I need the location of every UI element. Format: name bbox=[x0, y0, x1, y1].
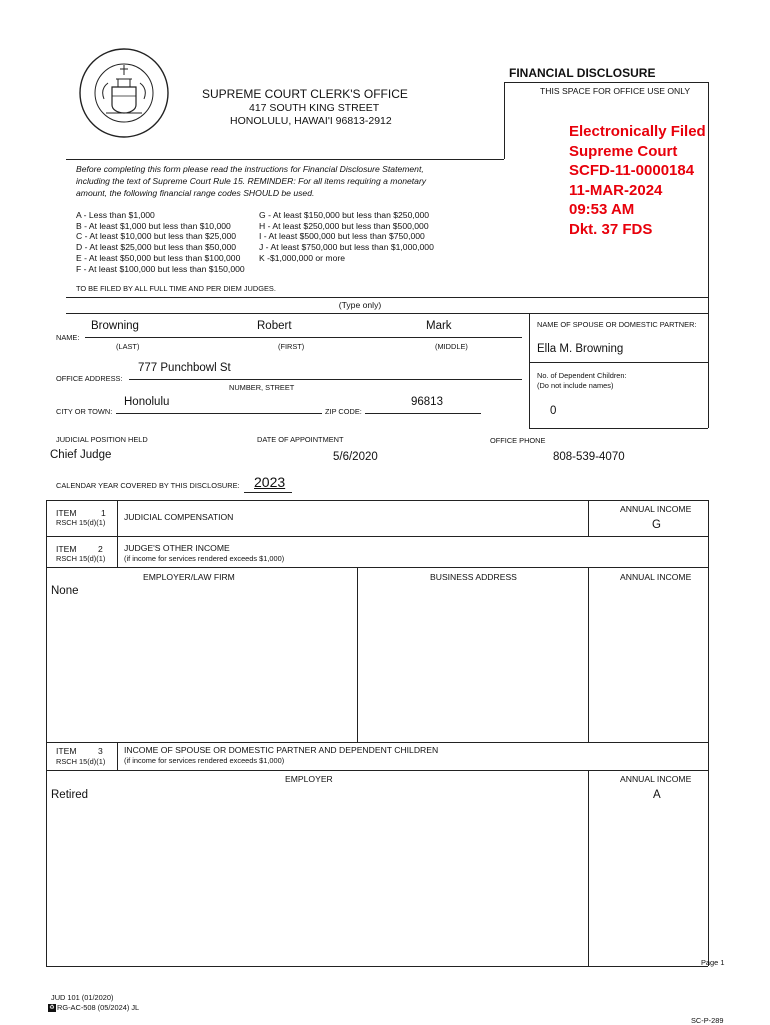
office-box-left bbox=[504, 82, 505, 159]
dependents-note: (Do not include names) bbox=[537, 381, 614, 390]
stamp-line: Dkt. 37 FDS bbox=[569, 220, 653, 238]
table-left-rule bbox=[46, 500, 47, 966]
position-label: JUDICIAL POSITION HELD bbox=[56, 435, 148, 444]
item2-number: 2 bbox=[98, 544, 103, 554]
item2-income-header: ANNUAL INCOME bbox=[620, 572, 692, 582]
name-first: Robert bbox=[257, 320, 292, 332]
range-code: A - Less than $1,000 bbox=[76, 210, 155, 220]
phone-value: 808-539-4070 bbox=[553, 451, 625, 463]
item3-income-divider bbox=[588, 770, 589, 966]
item1-divider bbox=[117, 500, 118, 536]
form-number: JUD 101 (01/2020) bbox=[51, 993, 114, 1002]
office-name: SUPREME COURT CLERK'S OFFICE bbox=[202, 87, 408, 101]
name-label: NAME: bbox=[56, 333, 80, 342]
item2-header-rule bbox=[46, 567, 708, 568]
first-label: (FIRST) bbox=[278, 342, 305, 351]
name-underline bbox=[85, 337, 522, 338]
item2-rule: RSCH 15(d)(1) bbox=[56, 554, 106, 563]
range-code: I - At least $500,000 but less than $750,000 bbox=[259, 231, 425, 242]
item3-employer-value: Retired bbox=[51, 789, 89, 801]
item2-employer-divider bbox=[357, 567, 358, 742]
table-right-rule bbox=[708, 500, 709, 966]
range-code: F - At least $100,000 but less than $150,000 bbox=[76, 263, 245, 274]
page-number: Page 1 bbox=[701, 958, 725, 967]
spouse-label: NAME OF SPOUSE OR DOMESTIC PARTNER: bbox=[537, 320, 697, 329]
type-only-label: (Type only) bbox=[338, 300, 382, 310]
instructions bbox=[76, 163, 426, 199]
recycle-icon: ♻ bbox=[49, 1004, 55, 1011]
table-bottom-rule bbox=[46, 966, 708, 967]
item3-rule: RSCH 15(d)(1) bbox=[56, 757, 106, 766]
address-line-2: HONOLULU, HAWAI'I 96813-2912 bbox=[230, 115, 392, 127]
instructions-line: amount, the following financial range codes SHOULD be used. bbox=[76, 188, 315, 198]
position-value: Chief Judge bbox=[50, 449, 112, 461]
item2-title: JUDGE'S OTHER INCOME bbox=[124, 543, 230, 553]
range-code: K -$1,000,000 or more bbox=[259, 252, 345, 263]
appointment-value: 5/6/2020 bbox=[333, 451, 378, 463]
street-label: NUMBER, STREET bbox=[229, 383, 295, 392]
stamp-line: 09:53 AM bbox=[569, 201, 635, 218]
item2-employer-header: EMPLOYER/LAW FIRM bbox=[143, 572, 235, 582]
item3-employer-header: EMPLOYER bbox=[285, 774, 333, 784]
office-box-top bbox=[504, 82, 708, 83]
dependents-count: 0 bbox=[550, 405, 557, 417]
spouse-rule bbox=[529, 362, 708, 363]
filed-note: TO BE FILED BY ALL FULL TIME AND PER DIEM JUDGES. bbox=[76, 284, 276, 293]
phone-label: OFFICE PHONE bbox=[490, 436, 546, 445]
rg-code: RG-AC-508 (05/2024) JL bbox=[57, 1003, 140, 1012]
item1-top-rule bbox=[46, 500, 708, 501]
range-code: J - At least $750,000 but less than $1,000,000 bbox=[259, 242, 434, 253]
item3-subtitle: (if income for services rendered exceeds $1,000) bbox=[124, 756, 285, 765]
item1-rule: RSCH 15(d)(1) bbox=[56, 518, 106, 527]
address-underline bbox=[129, 379, 522, 380]
office-use-label: THIS SPACE FOR OFFICE USE ONLY bbox=[540, 86, 691, 96]
office-address-value: 777 Punchbowl St bbox=[138, 362, 231, 374]
item3-header-rule bbox=[46, 770, 708, 771]
range-code: C - At least $10,000 but less than $25,000 bbox=[76, 231, 237, 242]
zip-underline bbox=[365, 413, 481, 414]
office-box-right bbox=[708, 82, 709, 314]
item1-title: JUDICIAL COMPENSATION bbox=[124, 512, 234, 522]
instruction-top-rule bbox=[66, 159, 504, 160]
range-code: D - At least $25,000 but less than $50,000 bbox=[76, 242, 237, 253]
zip-value: 96813 bbox=[411, 396, 443, 408]
item1-income: G bbox=[652, 519, 661, 531]
range-codes-left bbox=[76, 210, 245, 274]
calendar-underline bbox=[244, 492, 292, 493]
instructions-line: including the text of Supreme Court Rule 15. REMINDER: For all items requiring a monetary bbox=[76, 176, 427, 186]
spouse-name: Ella M. Browning bbox=[537, 343, 624, 355]
sc-code: SC-P-289 bbox=[691, 1016, 724, 1025]
range-code: G - At least $150,000 but less than $250,000 bbox=[259, 210, 430, 220]
stamp-line: Electronically Filed bbox=[569, 123, 706, 140]
appointment-label: DATE OF APPOINTMENT bbox=[257, 435, 344, 444]
dependents-label: No. of Dependent Children: bbox=[537, 371, 627, 380]
spouse-column-divider bbox=[529, 313, 530, 428]
item2-label: ITEM bbox=[56, 544, 77, 554]
office-address-label: OFFICE ADDRESS: bbox=[56, 374, 123, 383]
address-line-1: 417 SOUTH KING STREET bbox=[249, 102, 380, 114]
item3-income-value: A bbox=[653, 789, 661, 801]
last-label: (LAST) bbox=[116, 342, 140, 351]
item2-divider bbox=[117, 536, 118, 567]
range-code: B - At least $1,000 but less than $10,000 bbox=[76, 220, 231, 231]
item3-title: INCOME OF SPOUSE OR DOMESTIC PARTNER AND DEPENDENT CHILDREN bbox=[124, 745, 439, 755]
city-value: Honolulu bbox=[124, 396, 170, 408]
stamp-line: SCFD-11-0000184 bbox=[569, 162, 695, 179]
range-code: E - At least $50,000 but less than $100,000 bbox=[76, 252, 241, 263]
calendar-value: 2023 bbox=[254, 474, 286, 490]
item3-number: 3 bbox=[98, 746, 103, 756]
efile-stamp bbox=[569, 122, 706, 239]
item2-address-header: BUSINESS ADDRESS bbox=[430, 572, 517, 582]
calendar-label: CALENDAR YEAR COVERED BY THIS DISCLOSURE: bbox=[56, 481, 240, 490]
name-middle: Mark bbox=[426, 320, 452, 332]
item2-top-rule bbox=[46, 536, 708, 537]
item1-label: ITEM bbox=[56, 508, 77, 518]
range-codes-right bbox=[259, 210, 434, 264]
item1-number: 1 bbox=[101, 508, 106, 518]
stamp-line: Supreme Court bbox=[569, 142, 678, 160]
instructions-line: Before completing this form please read the instructions for Financial Disclosure Statement, bbox=[76, 164, 424, 174]
item3-income-header: ANNUAL INCOME bbox=[620, 774, 692, 784]
item3-divider bbox=[117, 742, 118, 770]
item2-employer-value: None bbox=[51, 585, 79, 597]
range-code: H - At least $250,000 but less than $500,000 bbox=[259, 220, 429, 231]
item1-income-divider bbox=[588, 500, 589, 536]
zip-label: ZIP CODE: bbox=[325, 407, 362, 416]
item2-income-divider bbox=[588, 567, 589, 742]
item2-subtitle: (if income for services rendered exceeds $1,000) bbox=[124, 554, 285, 563]
court-seal bbox=[78, 47, 170, 139]
spouse-bottom-rule bbox=[529, 428, 708, 429]
city-label: CITY OR TOWN: bbox=[56, 407, 113, 416]
item1-income-label: ANNUAL INCOME bbox=[620, 504, 692, 514]
form-title: FINANCIAL DISCLOSURE bbox=[509, 66, 656, 80]
name-last: Browning bbox=[91, 320, 139, 332]
type-only-top-rule bbox=[66, 297, 708, 298]
type-only-bottom-rule bbox=[66, 313, 708, 314]
middle-label: (MIDDLE) bbox=[435, 342, 468, 351]
city-underline bbox=[116, 413, 322, 414]
stamp-line: 11-MAR-2024 bbox=[569, 181, 663, 199]
spouse-column-right bbox=[708, 313, 709, 428]
item3-top-rule bbox=[46, 742, 708, 743]
recycle-note bbox=[48, 1003, 139, 1012]
item3-label: ITEM bbox=[56, 746, 77, 756]
